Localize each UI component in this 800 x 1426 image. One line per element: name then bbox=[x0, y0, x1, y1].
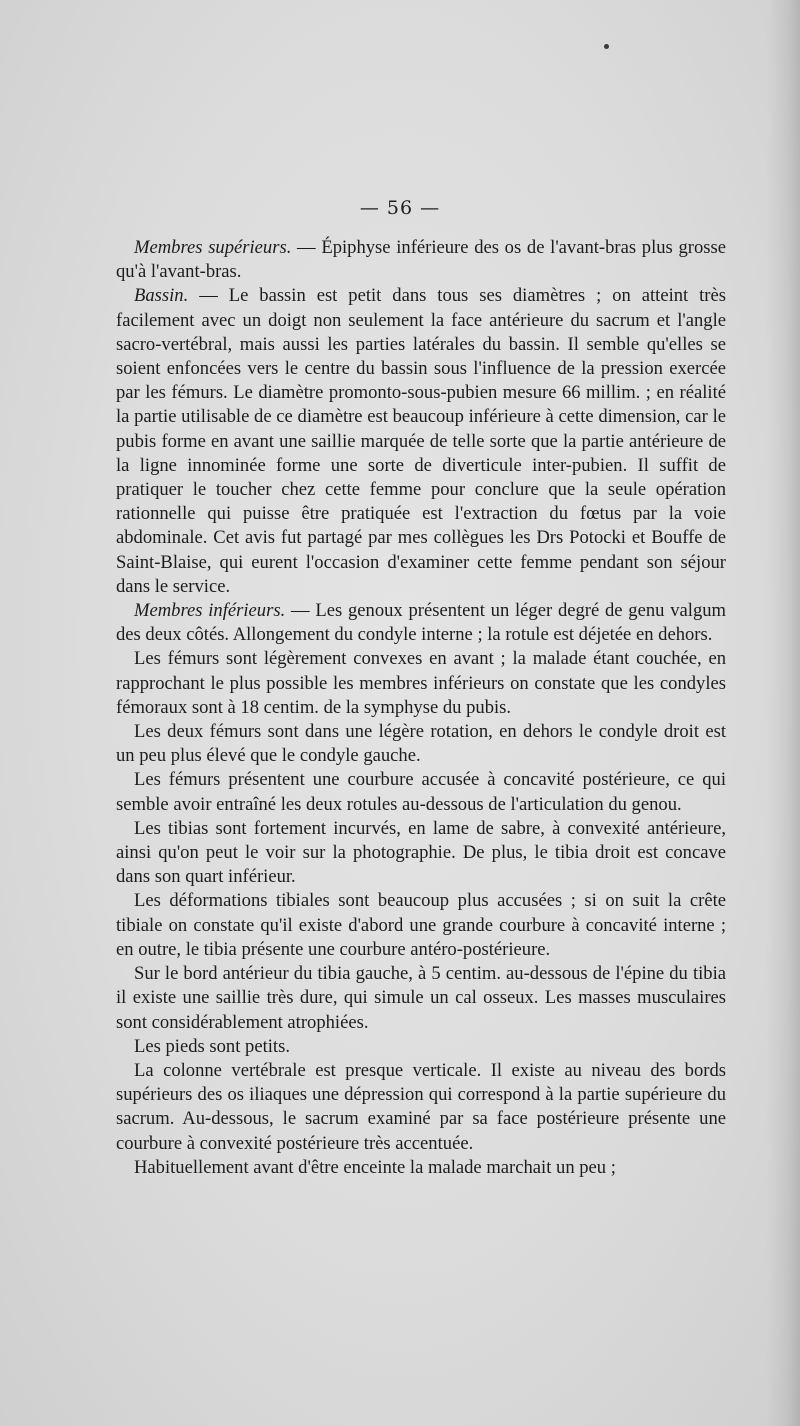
paragraph bbox=[116, 817, 726, 890]
paragraph-text: — Les genoux présentent un léger degré de genu valgum des deux côtés. Allongement du condyle interne ; la rotule est déjetée en dehors. bbox=[116, 600, 726, 646]
ink-speck bbox=[604, 44, 609, 49]
paragraph-text: Les fémurs sont légèrement convexes en avant ; la malade étant couchée, en rapprochant le plus possible les membres inférieurs on constate que les condyles fémoraux sont à 18 centim. de la symphyse du pubis. bbox=[116, 648, 726, 718]
paragraph-text: — Le bassin est petit dans tous ses diamètres ; on atteint très facilement avec un doigt non seulement la face antérieure du sacrum et l'angle sacro-vertébral, mais aussi les parties latérales du bassin. Il semble qu'elles se soient enfoncées vers le centre du bassin sous l'influence de la pression exercée par les fémurs. Le diamètre promonto-sous-pubien mesure 66 millim. ; en réalité la partie utilisable de ce diamètre est beaucoup inférieure à cette dimension, car le pubis forme en avant une saillie marquée de telle sorte que la partie antérieure de la ligne innominée forme une sorte de diverticule inter-pubien. Il suffit de pratiquer le toucher chez cette femme pour conclure que la seule opération rationnelle qui puisse être pratiquée est l'extraction du fœtus par la voie abdominale. Cet avis fut partagé par mes collègues les Drs Potocki et Bouffe de Saint-Blaise, qui eurent l'occasion d'examiner cette femme pendant son séjour dans le service. bbox=[116, 285, 726, 597]
paragraph-text: Sur le bord antérieur du tibia gauche, à 5 centim. au-dessous de l'épine du tibia il existe une saillie très dure, qui simule un cal osseux. Les masses musculaires sont considérablement atrophiées. bbox=[116, 963, 726, 1033]
paragraph-text: Les fémurs présentent une courbure accusée à concavité postérieure, ce qui semble avoir entraîné les deux rotules au-dessous de l'articulation du genou. bbox=[116, 769, 726, 815]
body-text bbox=[116, 236, 726, 1180]
paragraph-text: Les deux fémurs sont dans une légère rotation, en dehors le condyle droit est un peu plus élevé que le condyle gauche. bbox=[116, 721, 726, 767]
page-number: — 56 — bbox=[359, 197, 441, 219]
paragraph-text: Les déformations tibiales sont beaucoup plus accusées ; si on suit la crête tibiale on constate qu'il existe d'abord une grande courbure à concavité interne ; en outre, le tibia présente une courbure antéro-postérieure. bbox=[116, 890, 726, 960]
paragraph bbox=[116, 236, 726, 284]
paragraph bbox=[116, 1059, 726, 1156]
paragraph-lead: Bassin. bbox=[134, 285, 189, 307]
paragraph bbox=[116, 962, 726, 1035]
paragraph bbox=[116, 1035, 726, 1059]
paragraph bbox=[116, 889, 726, 962]
paragraph bbox=[116, 768, 726, 816]
paragraph-text: Habituellement avant d'être enceinte la malade marchait un peu ; bbox=[134, 1156, 616, 1178]
paragraph bbox=[116, 1156, 726, 1180]
paragraph-lead: Membres inférieurs. bbox=[134, 600, 286, 622]
paragraph-text: — Épiphyse inférieure des os de l'avant-bras plus grosse qu'à l'avant-bras. bbox=[116, 237, 726, 283]
paragraph-text: Les pieds sont petits. bbox=[134, 1035, 290, 1057]
paragraph bbox=[116, 647, 726, 720]
paragraph-lead: Membres supérieurs. bbox=[134, 237, 292, 258]
paragraph bbox=[116, 599, 726, 647]
paragraph-text: La colonne vertébrale est presque verticale. Il existe au niveau des bords supérieurs des os iliaques une dépression qui correspond à la partie supérieure du sacrum. Au-dessous, le sacrum examiné par sa face postérieure présente une courbure à convexité postérieure très accentuée. bbox=[116, 1059, 726, 1154]
paragraph bbox=[116, 720, 726, 768]
paragraph bbox=[116, 284, 726, 599]
paragraph-text: Les tibias sont fortement incurvés, en lame de sabre, à convexité antérieure, ainsi qu'on peut le voir sur la photographie. De plus, le tibia droit est concave dans son quart inférieur. bbox=[116, 817, 726, 888]
